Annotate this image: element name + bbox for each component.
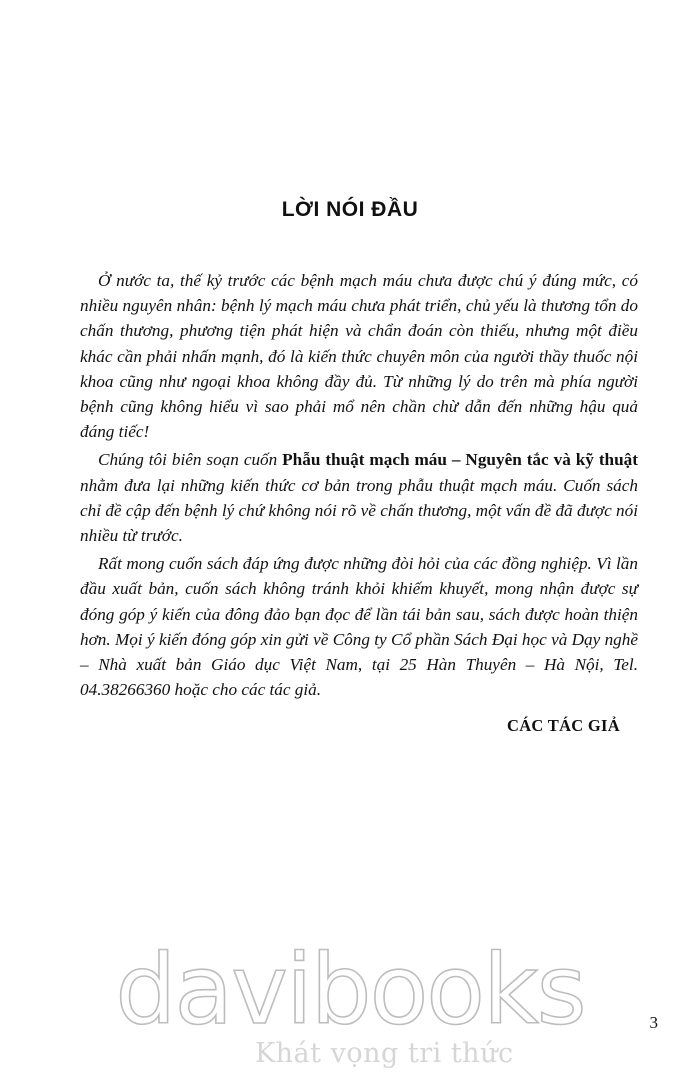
svg-text:davibooks: davibooks [115,934,585,1046]
paragraph-1 [80,268,638,444]
paragraph-3 [80,551,638,702]
page-heading: LỜI NÓI ĐẦU [281,198,419,221]
page-number: 3 [649,1013,658,1032]
paragraph-1-text: Ở nước ta, thế kỷ trước các bệnh mạch máu chưa được chú ý đúng mức, có nhiều nguyên nhân: bệnh lý mạch máu chưa phát triển, chủ yếu là thương tổn do chấn thương, phương tiện phát hiện và chẩn đoán còn thiếu, nhưng một điều khác cần phải nhấn mạnh, đó là kiến thức chuyên môn của người thầy thuốc nội khoa cũng như ngoại khoa không đầy đủ. Từ những lý do trên mà phía người bệnh cũng không hiểu vì sao phải mổ nên chần chừ dẫn đến những hậu quả đáng tiếc! [80,271,638,442]
watermark-logo [115,934,585,1046]
paragraph-2-text-end: nhằm đưa lại những kiến thức cơ bản trong phẫu thuật mạch máu. Cuốn sách chỉ đề cập đến bệnh lý chứ không nói rõ về chấn thương, một vấn đề đã được nói nhiều từ trước. [80,475,638,546]
paragraph-3-text: Rất mong cuốn sách đáp ứng được những đòi hỏi của các đồng nghiệp. Vì lần đầu xuất bản, cuốn sách không tránh khỏi khiếm khuyết, mong nhận được sự đóng góp ý kiến của đông đảo bạn đọc để lần tái bản sau, sách được hoàn thiện hơn. Mọi ý kiến đóng góp xin gửi về Công ty Cổ phần Sách Đại học và Dạy nghề – Nhà xuất bản Giáo dục Việt Nam, tại 25 Hàn Thuyên – Hà Nội, Tel. 04.38266360 hoặc cho các tác giả. [80,554,638,700]
book-title: Phẫu thuật mạch máu – Nguyên tắc và kỹ thuật [282,450,638,470]
preface-body [80,268,638,705]
signature: CÁC TÁC GIẢ [506,716,620,735]
paragraph-2 [80,447,638,548]
paragraph-2-text-start: Chúng tôi biên soạn cuốn [98,450,283,470]
watermark-tagline: Khát vọng tri thức [255,1038,514,1069]
